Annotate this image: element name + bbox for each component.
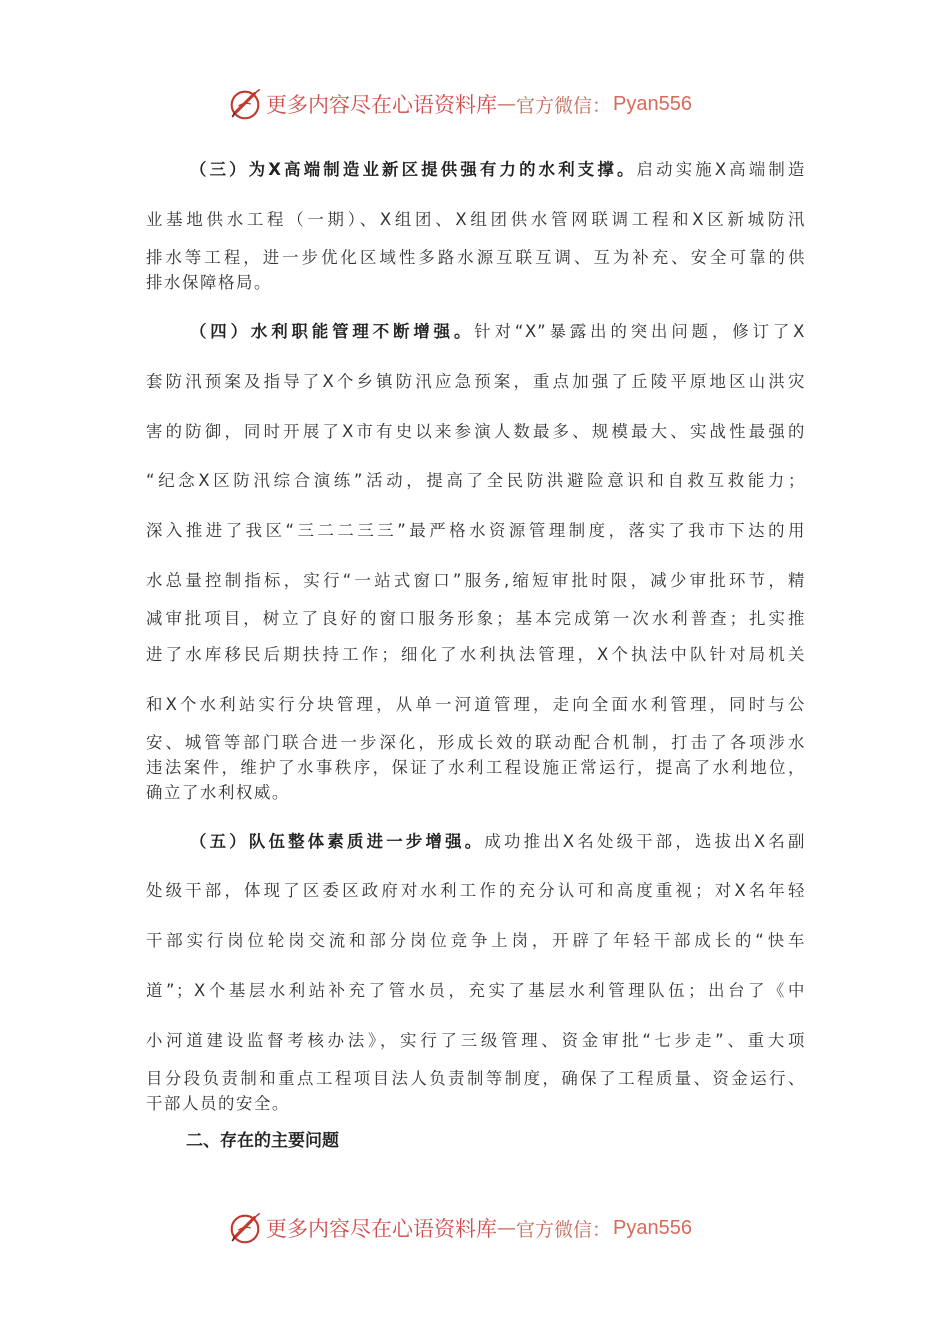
section-4-line-9: 和X个水利站实行分块管理，从单一河道管理，走向全面水利管理，同时与公 (146, 695, 806, 714)
section-4-title: （四）水利职能管理不断增强。 (190, 322, 475, 341)
section-4-line-1 (190, 320, 806, 344)
section-5-text: 成功推出X名处级干部，选拔出X名副 (484, 832, 807, 851)
heading-main-problems: 二、存在的主要问题 (186, 1131, 339, 1151)
section-3-line-2: 业基地供水工程（一期）、X组团、X组团供水管网联调工程和X区新城防汛 (146, 210, 806, 229)
section-4-line-3: 害的防御，同时开展了X市有史以来参演人数最多、规模最大、实战性最强的 (146, 422, 806, 441)
section-5-line-7: 干部人员的安全。 (146, 1094, 290, 1113)
section-4-line-10: 安、城管等部门联合进一步深化，形成长效的联动配合机制，打击了各项涉水 (146, 733, 806, 752)
banner-wechat-id: Pyan556 (613, 92, 692, 115)
section-3-line-3: 排水等工程，进一步优化区域性多路水源互联互调、互为补充、安全可靠的供 (146, 248, 806, 267)
pen-logo-icon (226, 85, 264, 123)
section-4-line-2: 套防汛预案及指导了X个乡镇防汛应急预案，重点加强了丘陵平原地区山洪灾 (146, 372, 806, 391)
section-4-line-8: 进了水库移民后期扶持工作；细化了水利执法管理，X个执法中队针对局机关 (146, 645, 806, 664)
section-4-line-5: 深入推进了我区“三二二三三”最严格水资源管理制度，落实了我市下达的用 (146, 521, 806, 540)
section-4-text: 针对“X”暴露出的突出问题，修订了X (474, 322, 807, 341)
section-4-line-12: 确立了水利权威。 (146, 783, 290, 802)
section-5-line-6: 目分段负责制和重点工程项目法人负责制等制度，确保了工程质量、资金运行、 (146, 1069, 806, 1088)
watermark-banner-bottom (226, 1208, 692, 1248)
watermark-banner-top (226, 84, 692, 124)
section-5-title: （五）队伍整体素质进一步增强。 (190, 832, 485, 851)
section-5-line-2: 处级干部，体现了区委区政府对水利工作的充分认可和高度重视；对X名年轻 (146, 881, 806, 900)
banner-dash: — (497, 93, 516, 115)
section-5-line-4: 道”；X个基层水利站补充了管水员，充实了基层水利管理队伍；出台了《中 (146, 981, 806, 1000)
section-5-line-5: 小河道建设监督考核办法》，实行了三级管理、资金审批“七步走”、重大项 (146, 1031, 806, 1050)
section-4-line-11: 违法案件，维护了水事秩序，保证了水利工程设施正常运行，提高了水利地位， (146, 758, 806, 777)
section-4-line-6: 水总量控制指标，实行“一站式窗口”服务,缩短审批时限，减少审批环节，精 (146, 571, 806, 590)
section-3-line-1 (190, 158, 806, 182)
section-3-title: （三）为X高端制造业新区提供强有力的水利支撑。 (190, 160, 637, 179)
banner-dash: — (497, 1217, 516, 1239)
banner-wechat-id: Pyan556 (613, 1216, 692, 1239)
pen-logo-icon (226, 1209, 264, 1247)
banner-wechat-label: 官方微信： (516, 94, 612, 117)
section-4-line-7: 减审批项目，树立了良好的窗口服务形象；基本完成第一次水利普查；扎实推 (146, 609, 806, 628)
banner-wechat-label: 官方微信： (516, 1218, 612, 1241)
section-3-text: 启动实施X高端制造 (636, 160, 806, 179)
banner-title: 更多内容尽在心语资料库 (266, 93, 497, 117)
section-4-line-4: “纪念X区防汛综合演练”活动，提高了全民防洪避险意识和自救互救能力； (146, 471, 806, 490)
section-3-line-4: 排水保障格局。 (146, 273, 272, 292)
section-5-line-1 (190, 830, 806, 854)
banner-title: 更多内容尽在心语资料库 (266, 1217, 497, 1241)
section-5-line-3: 干部实行岗位轮岗交流和部分岗位竞争上岗，开辟了年轻干部成长的“快车 (146, 931, 806, 950)
